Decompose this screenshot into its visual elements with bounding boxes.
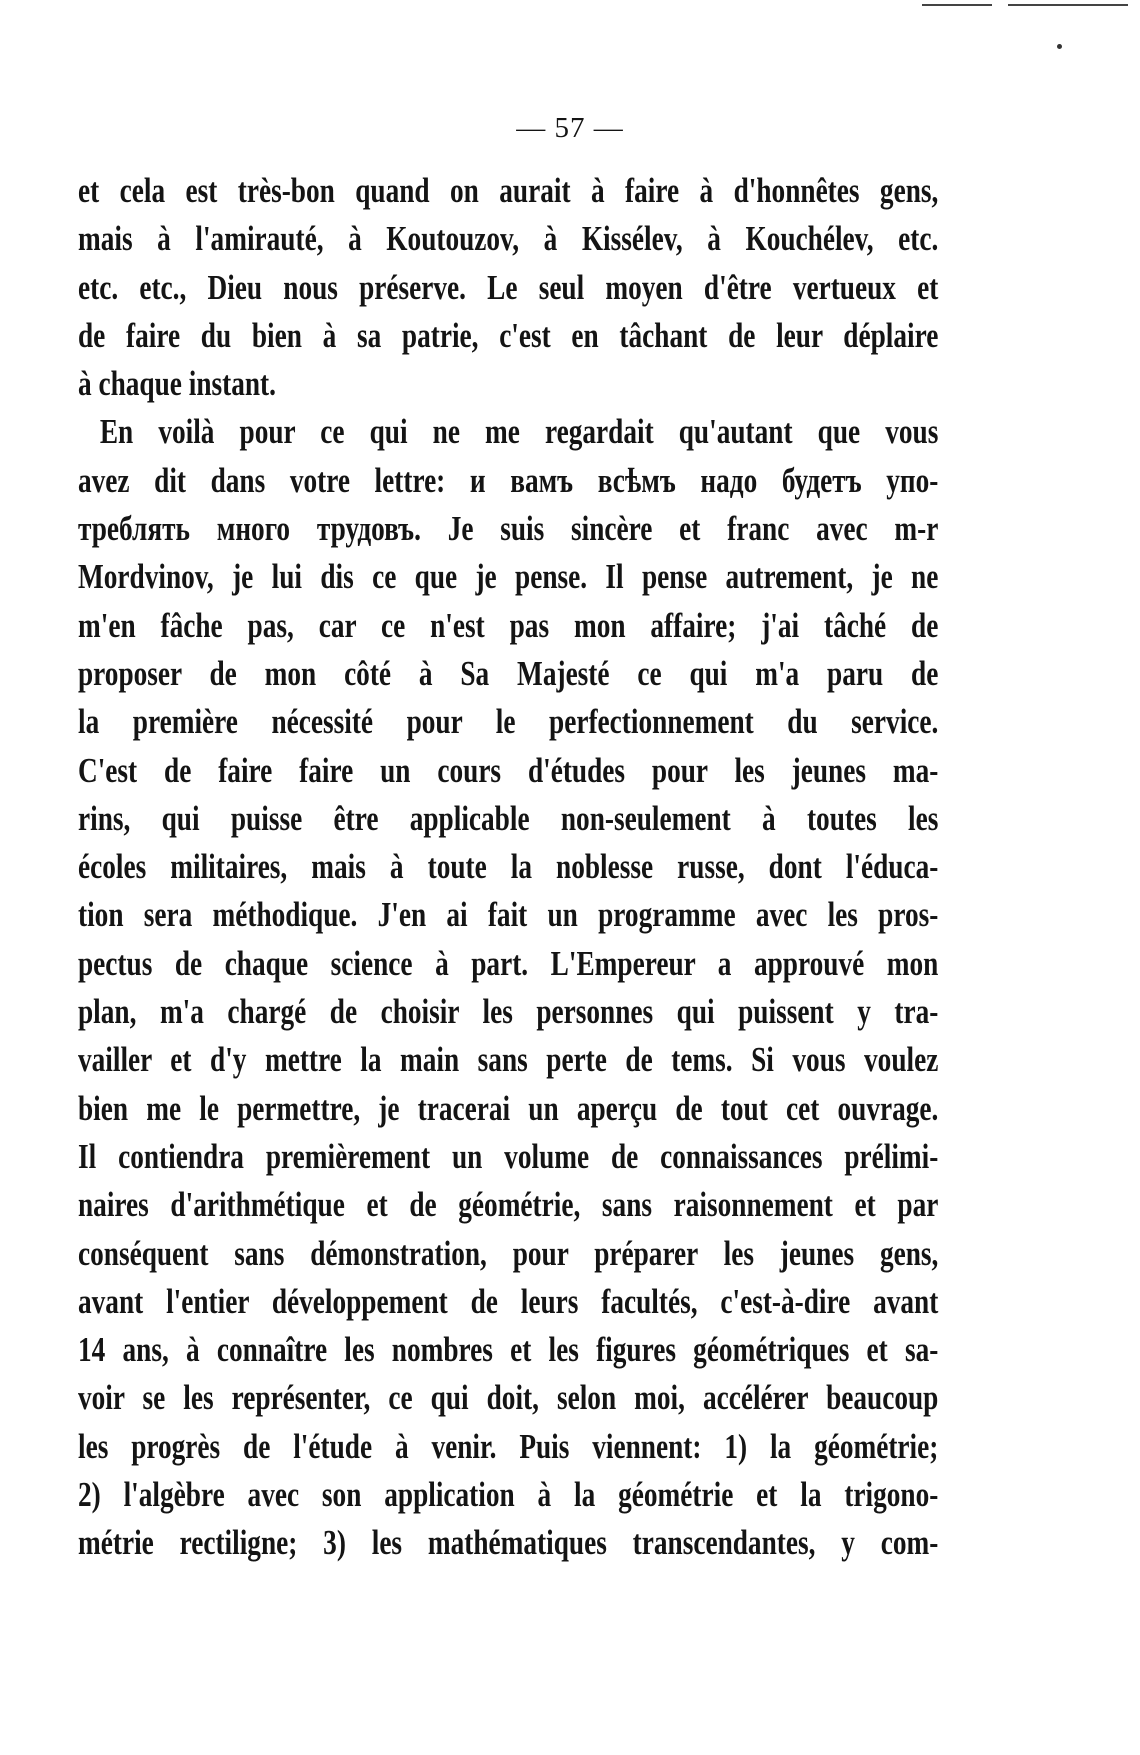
text-line: plan, m'a chargé de choisir les personnes qui puissent y tra- — [78, 992, 939, 1032]
body-text — [78, 167, 938, 1568]
text-line: voir se les représenter, ce qui doit, selon moi, accélérer beaucoup — [78, 1378, 939, 1418]
text-line: à chaque instant. — [78, 364, 276, 404]
text-line: de faire du bien à sa patrie, c'est en tâchant de leur déplaire — [78, 315, 939, 355]
text-line: треблять много трудовъ. Je suis sincère et franc avec m-r — [78, 509, 939, 549]
text-line: et cela est très-bon quand on aurait à faire à d'honnêtes gens, — [78, 171, 939, 210]
text-line: naires d'arithmétique et de géométrie, sans raisonnement et par — [78, 1185, 939, 1225]
ink-speck — [1057, 44, 1062, 49]
text-line: 2) l'algèbre avec son application à la géométrie et la trigono- — [78, 1475, 939, 1515]
text-line: conséquent sans démonstration, pour préparer les jeunes gens, — [78, 1233, 939, 1273]
text-line: écoles militaires, mais à toute la noblesse russe, dont l'éduca- — [78, 847, 939, 887]
text-line: Il contiendra premièrement un volume de connaissances prélimi- — [78, 1136, 939, 1176]
text-line: rins, qui puisse être applicable non-seulement à toutes les — [78, 798, 939, 838]
top-edge-rule-short — [922, 4, 992, 6]
top-edge-rule — [1008, 4, 1128, 6]
text-line: Mordvinov, je lui dis ce que je pense. Il pense autrement, je ne — [78, 557, 939, 597]
text-line: 14 ans, à connaître les nombres et les figures géométriques et sa- — [78, 1330, 939, 1370]
text-line: tion sera méthodique. J'en ai fait un programme avec les pros- — [78, 895, 939, 935]
text-line: m'en fâche pas, car ce n'est pas mon affaire; j'ai tâché de — [78, 605, 939, 645]
text-line: pectus de chaque science à part. L'Empereur a approuvé mon — [78, 943, 939, 983]
page-number: — 57 — — [516, 112, 624, 144]
text-line: C'est de faire faire un cours d'études pour les jeunes ma- — [78, 750, 939, 790]
text-line: mais à l'amirauté, à Koutouzov, à Kissélev, à Kouchélev, etc. — [78, 219, 939, 259]
text-line: avez dit dans votre lettre: и вамъ всѣмъ надо будетъ упо- — [78, 460, 939, 500]
text-line: avant l'entier développement de leurs facultés, c'est-à-dire avant — [78, 1281, 939, 1321]
text-line: vailler et d'y mettre la main sans perte de tems. Si vous voulez — [78, 1040, 939, 1080]
text-line: etc. etc., Dieu nous préserve. Le seul moyen d'être vertueux et — [78, 267, 939, 307]
text-line: la première nécessité pour le perfectionnement du service. — [78, 702, 939, 742]
text-line: métrie rectiligne; 3) les mathématiques transcendantes, y com- — [78, 1523, 939, 1563]
text-line: En voilà pour ce qui ne me regardait qu'autant que vous — [99, 412, 939, 452]
text-line: proposer de mon côté à Sa Majesté ce qui m'a paru de — [78, 653, 939, 693]
text-line: bien me le permettre, je tracerai un aperçu de tout cet ouvrage. — [78, 1088, 939, 1128]
text-line: les progrès de l'étude à venir. Puis viennent: 1) la géométrie; — [78, 1426, 939, 1466]
